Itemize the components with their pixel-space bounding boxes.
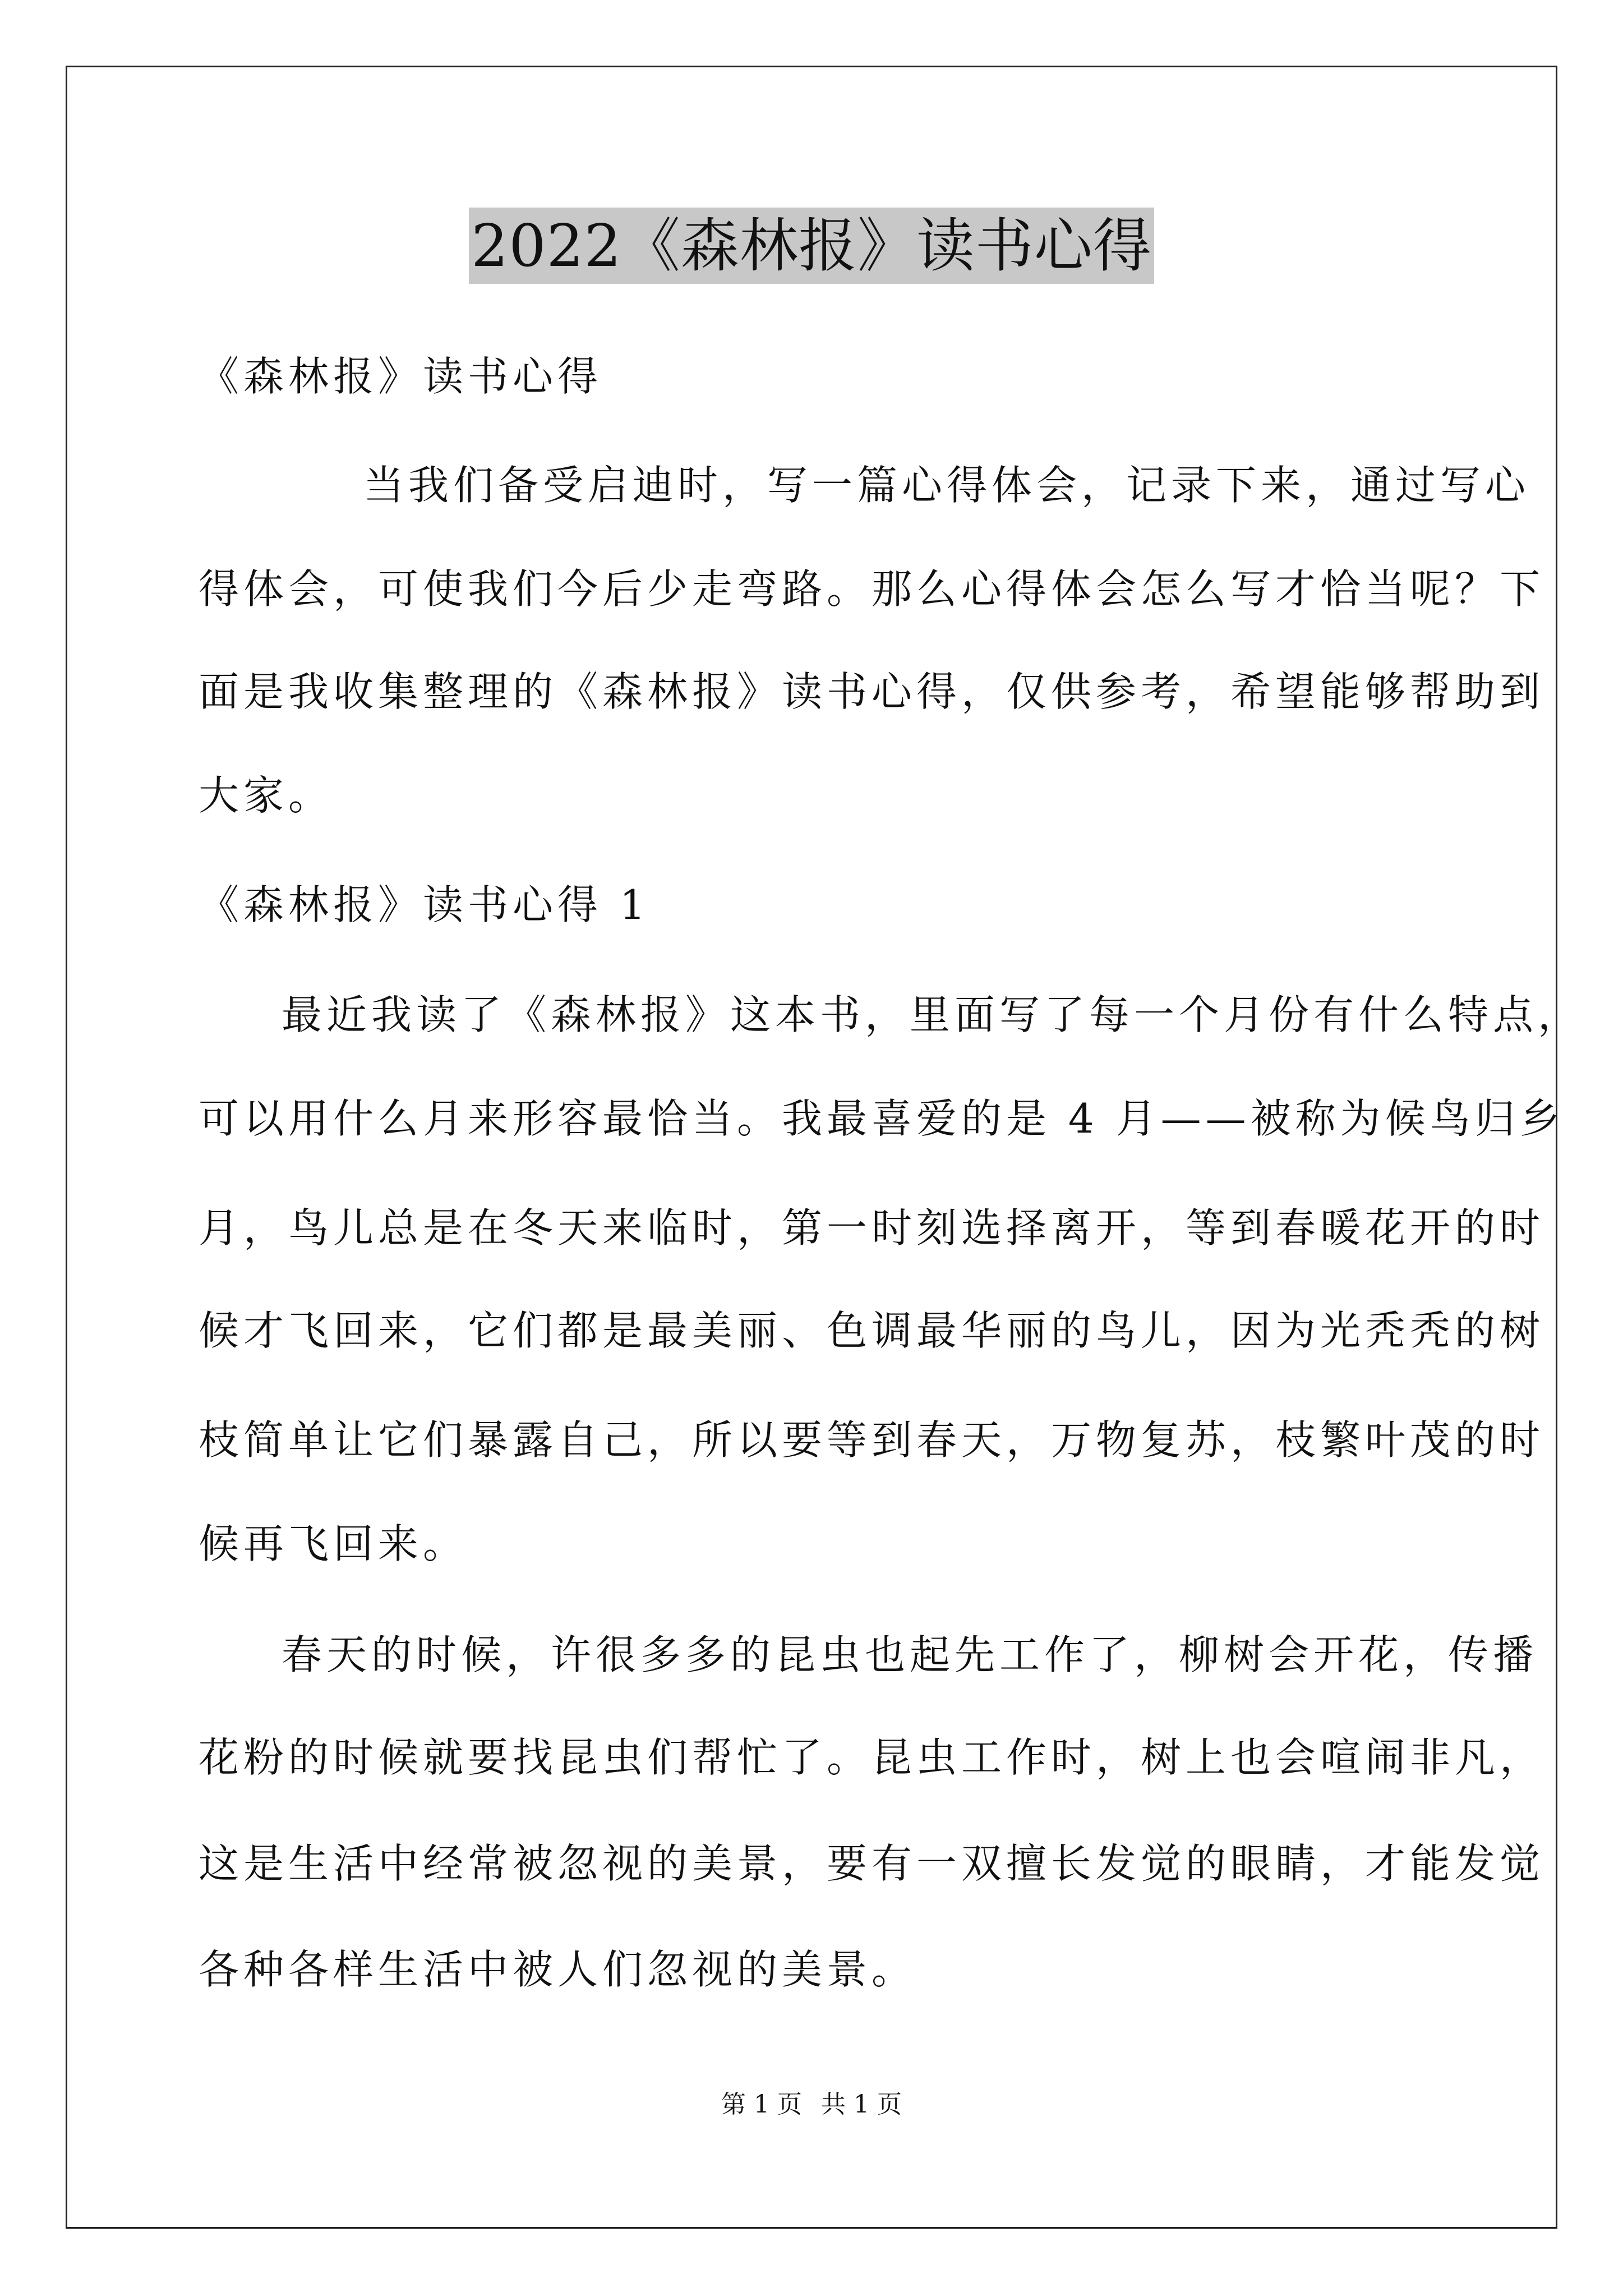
paragraph-line: 这是生活中经常被忽视的美景，要有一双擅长发觉的眼睛，才能发觉 — [199, 1840, 1545, 1887]
page-number: 第 1 页 — [721, 2090, 802, 2119]
paragraph-line: 最近我读了《森林报》这本书，里面写了每一个月份有什么特点， — [282, 991, 1583, 1038]
paragraph-line: 各种各样生活中被人们忽视的美景。 — [199, 1946, 917, 1993]
paragraph-line: 春天的时候，许很多多的昆虫也起先工作了，柳树会开花，传播 — [282, 1631, 1538, 1678]
paragraph-line: 可以用什么月来形容最恰当。我最喜爱的是 4 月——被称为候鸟归乡 — [199, 1095, 1565, 1142]
paragraph-line: 面是我收集整理的《森林报》读书心得，仅供参考，希望能够帮助到 — [199, 668, 1545, 715]
paragraph-line: 花粉的时候就要找昆虫们帮忙了。昆虫工作时，树上也会喧闹非凡， — [199, 1734, 1545, 1781]
section-heading: 《森林报》读书心得 — [199, 353, 603, 400]
page-footer — [0, 2088, 1623, 2122]
title-container — [0, 208, 1623, 284]
page-total: 共 1 页 — [821, 2090, 902, 2119]
section-heading: 《森林报》读书心得 1 — [199, 881, 650, 928]
paragraph-line: 枝简单让它们暴露自己，所以要等到春天，万物复苏，枝繁叶茂的时 — [199, 1416, 1545, 1464]
paragraph-line: 得体会，可使我们今后少走弯路。那么心得体会怎么写才恰当呢？下 — [199, 565, 1545, 613]
paragraph-line: 候再飞回来。 — [199, 1520, 468, 1567]
paragraph-line: 当我们备受启迪时，写一篇心得体会，记录下来，通过写心 — [363, 462, 1530, 509]
paragraph-line: 候才飞回来，它们都是最美丽、色调最华丽的鸟儿，因为光秃秃的树 — [199, 1307, 1545, 1354]
paragraph-line: 大家。 — [199, 772, 334, 819]
document-title: 2022《森林报》读书心得 — [469, 208, 1154, 284]
paragraph-line: 月，鸟儿总是在冬天来临时，第一时刻选择离开，等到春暖花开的时 — [199, 1204, 1545, 1251]
